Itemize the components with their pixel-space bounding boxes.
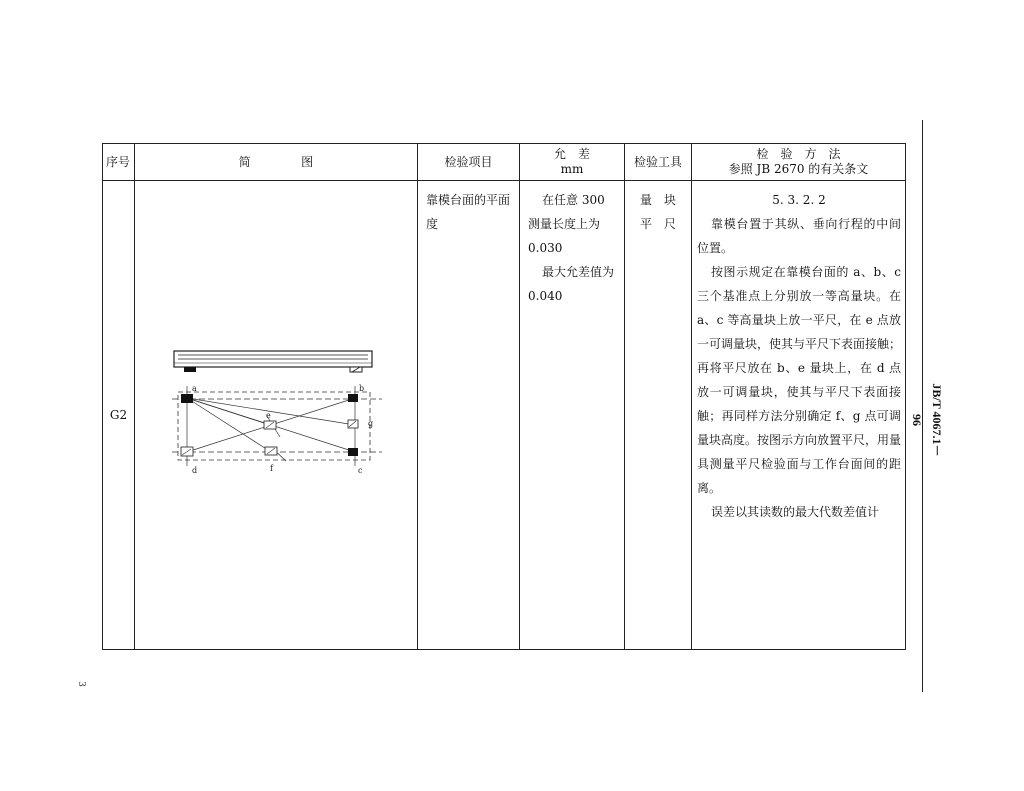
header-tolerance [520, 144, 625, 181]
header-method-ref: 参照 JB 2670 的有关条文 [728, 162, 869, 176]
page-margin-rule [922, 120, 923, 692]
figure-label-b: b [359, 384, 365, 393]
header-tool: 检验工具 [625, 144, 692, 181]
figure-label-d: d [192, 466, 198, 475]
header-sketch-label: 简图 [238, 154, 364, 169]
inspection-item-text: 靠模台面的平面度 [426, 193, 511, 231]
method-paragraph-3: 误差以其读数的最大代数差值计 [711, 505, 880, 519]
side-view-drawing [174, 351, 372, 372]
sketch-cell [135, 181, 418, 650]
figure-label-g: g [368, 419, 374, 428]
inspection-item-cell [418, 181, 520, 650]
header-sketch [135, 144, 418, 181]
standard-code: JB/T 4067.1－96 [910, 383, 944, 457]
tolerance-line-1: 在任意 300 测量长度上为 [528, 193, 605, 231]
table-header-row [103, 144, 906, 181]
tolerance-line-2: 最大允差值为 [542, 265, 615, 279]
tolerance-value-2: 0.040 [528, 289, 563, 303]
method-cell [692, 181, 906, 650]
tolerance-cell [520, 181, 625, 650]
tool-straightedge: 平尺 [639, 217, 688, 231]
table-row [103, 181, 906, 650]
page-number: 3 [76, 681, 86, 687]
figure-label-f: f [270, 464, 273, 473]
header-method-label: 检 验 方 法 [756, 147, 841, 161]
method-clause: 5. 3. 2. 2 [772, 193, 826, 207]
figure-label-a: a [192, 384, 197, 393]
tolerance-value-1: 0.030 [528, 241, 563, 255]
tool-cell [625, 181, 692, 650]
header-method [692, 144, 906, 181]
row-seq: G2 [103, 181, 135, 650]
method-paragraph-1: 靠模台置于其纵、垂向行程的中间位置。 [697, 217, 901, 255]
figure-label-e: e [266, 411, 271, 420]
method-paragraph-2: 按图示规定在靠模台面的 a、b、c 三个基准点上分别放一等高量块。在 a、c 等高量块上放一平尺，在 e 点放一可调量块，使其与平尺下表面接触；再将平尺放在 b、e 量块上，在 d 点放一可调量块，使其与平尺下表面接触；再同样方法分别确定 f、g 点可调量块高度。按图示方向放置平尺，用量具测量平尺检验面与工作台面间的距离。 [697, 265, 902, 495]
figure-point-labels [192, 384, 373, 475]
header-seq: 序号 [103, 144, 135, 181]
header-tolerance-unit: mm [560, 162, 584, 176]
figure-label-c: c [358, 466, 363, 475]
tool-gauge-block: 量块 [639, 193, 688, 207]
flatness-sketch-figure [172, 346, 387, 481]
header-tolerance-label: 允 差 [553, 147, 590, 161]
plan-view-drawing [172, 386, 382, 466]
inspection-table [102, 143, 906, 650]
header-item: 检验项目 [418, 144, 520, 181]
